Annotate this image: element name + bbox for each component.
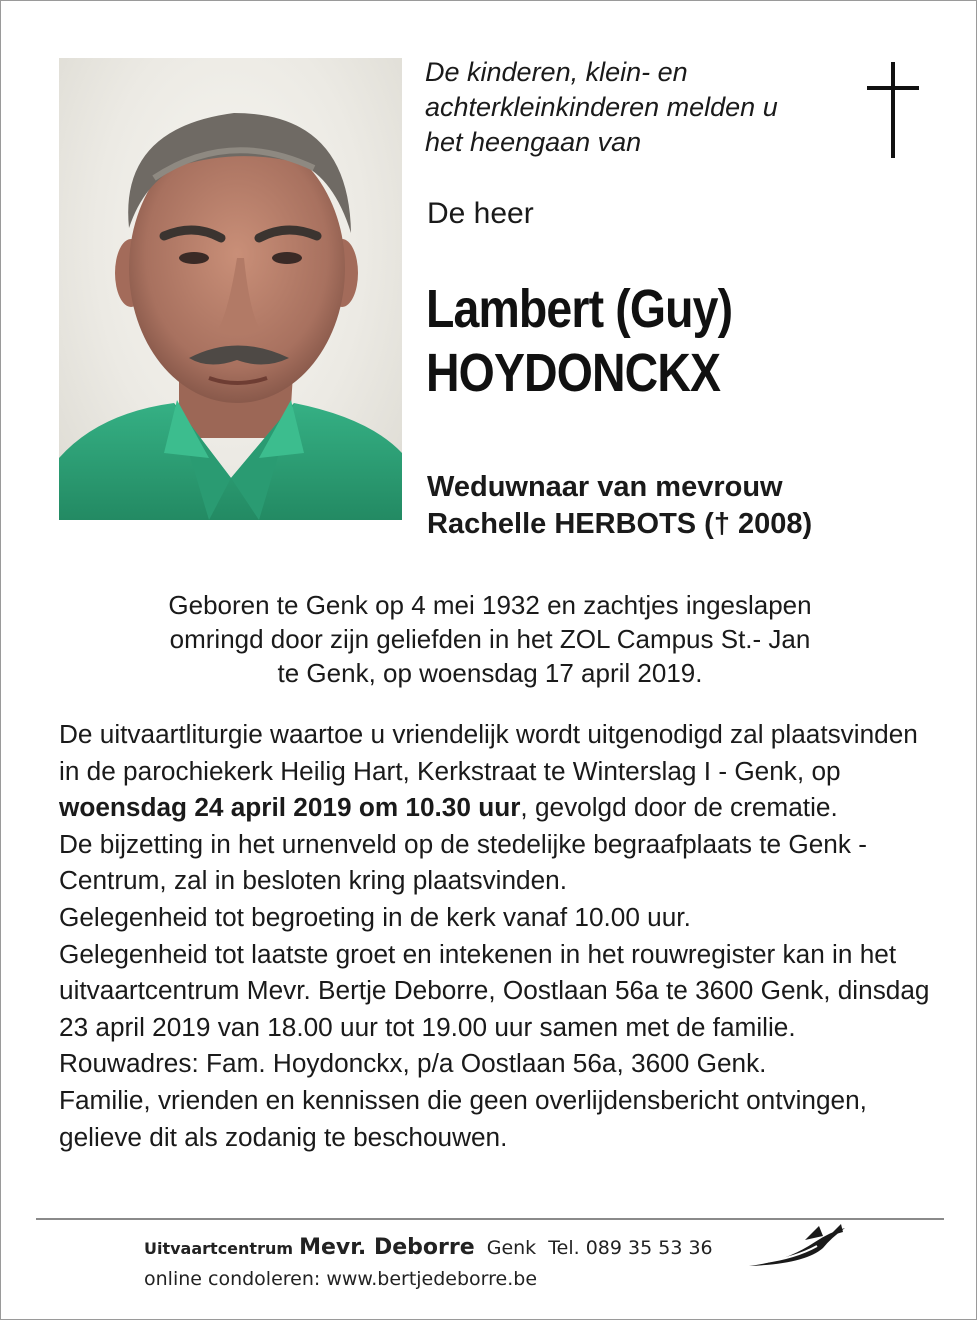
funeral-after: , gevolgd door de crematie. (520, 792, 838, 823)
funeral-details (59, 716, 939, 1155)
birth-death-info (60, 588, 920, 690)
body-paragraph: Gelegenheid tot begroeting in de kerk vanaf 10.00 uur. (59, 901, 691, 932)
funeral-home-line (144, 1235, 713, 1262)
deceased-name (426, 277, 856, 405)
funeral-home-brand: Mevr. Deborre (299, 1235, 475, 1260)
website-link[interactable]: www.bertjedeborre.be (326, 1268, 538, 1290)
birth-line: Geboren te Genk op 4 mei 1932 en zachtjes ingeslapen (168, 590, 812, 620)
intro-announcement (425, 55, 845, 160)
portrait-illustration (59, 58, 402, 520)
funeral-intro: De uitvaartliturgie waartoe u vriendelijk wordt uitgenodigd zal plaatsvinden in de parochiekerk Heilig Hart, Kerkstraat te Winterslag I - Genk, op (59, 719, 918, 786)
tel-label: Tel. (548, 1237, 580, 1259)
funeral-paragraph (59, 716, 939, 826)
funeral-home-label: Uitvaartcentrum (144, 1239, 294, 1258)
body-paragraph: Rouwadres: Fam. Hoydonckx, p/a Oostlaan 56a, 3600 Genk. (59, 1048, 767, 1079)
cross-icon (863, 62, 923, 158)
widow-line: Weduwnaar van mevrouw (427, 471, 783, 503)
online-condolence-line (144, 1266, 537, 1292)
intro-line: het heengaan van (425, 127, 642, 157)
intro-line: De kinderen, klein- en (425, 57, 688, 87)
deceased-first-name: Lambert (Guy) (426, 279, 733, 339)
footer-divider (36, 1218, 944, 1220)
widow-line: Rachelle HERBOTS († 2008) (427, 508, 813, 540)
body-paragraph: De bijzetting in het urnenveld op de stedelijke begraafplaats te Genk - Centrum, zal in besloten kring plaatsvinden. (59, 828, 867, 896)
online-label: online condoleren: (144, 1268, 321, 1290)
intro-line: achterkleinkinderen melden u (425, 92, 778, 122)
widow-note (427, 469, 947, 543)
salutation: De heer (427, 197, 534, 230)
birth-line: omringd door zijn geliefden in het ZOL Campus St.- Jan (169, 624, 811, 654)
birth-line: te Genk, op woensdag 17 april 2019. (277, 658, 703, 688)
funeral-home-city: Genk (486, 1237, 537, 1259)
funeral-datetime: woensdag 24 april 2019 om 10.30 uur (59, 792, 521, 823)
body-paragraph: Familie, vrienden en kennissen die geen overlijdensbericht ontvingen, gelieve dit als zodanig te beschouwen. (59, 1084, 867, 1152)
body-paragraph: Gelegenheid tot laatste groet en intekenen in het rouwregister kan in het uitvaartcentrum Mevr. Bertje Deborre, Oostlaan 56a te 3600 Genk, dinsdag 23 april 2019 van 18.00 uur tot 19.00 uur samen met de familie. (59, 938, 930, 1042)
bird-logo-icon (745, 1222, 849, 1270)
deceased-last-name: HOYDONCKX (426, 343, 721, 403)
tel-number: 089 35 53 36 (585, 1237, 713, 1259)
portrait-photo (59, 58, 402, 520)
